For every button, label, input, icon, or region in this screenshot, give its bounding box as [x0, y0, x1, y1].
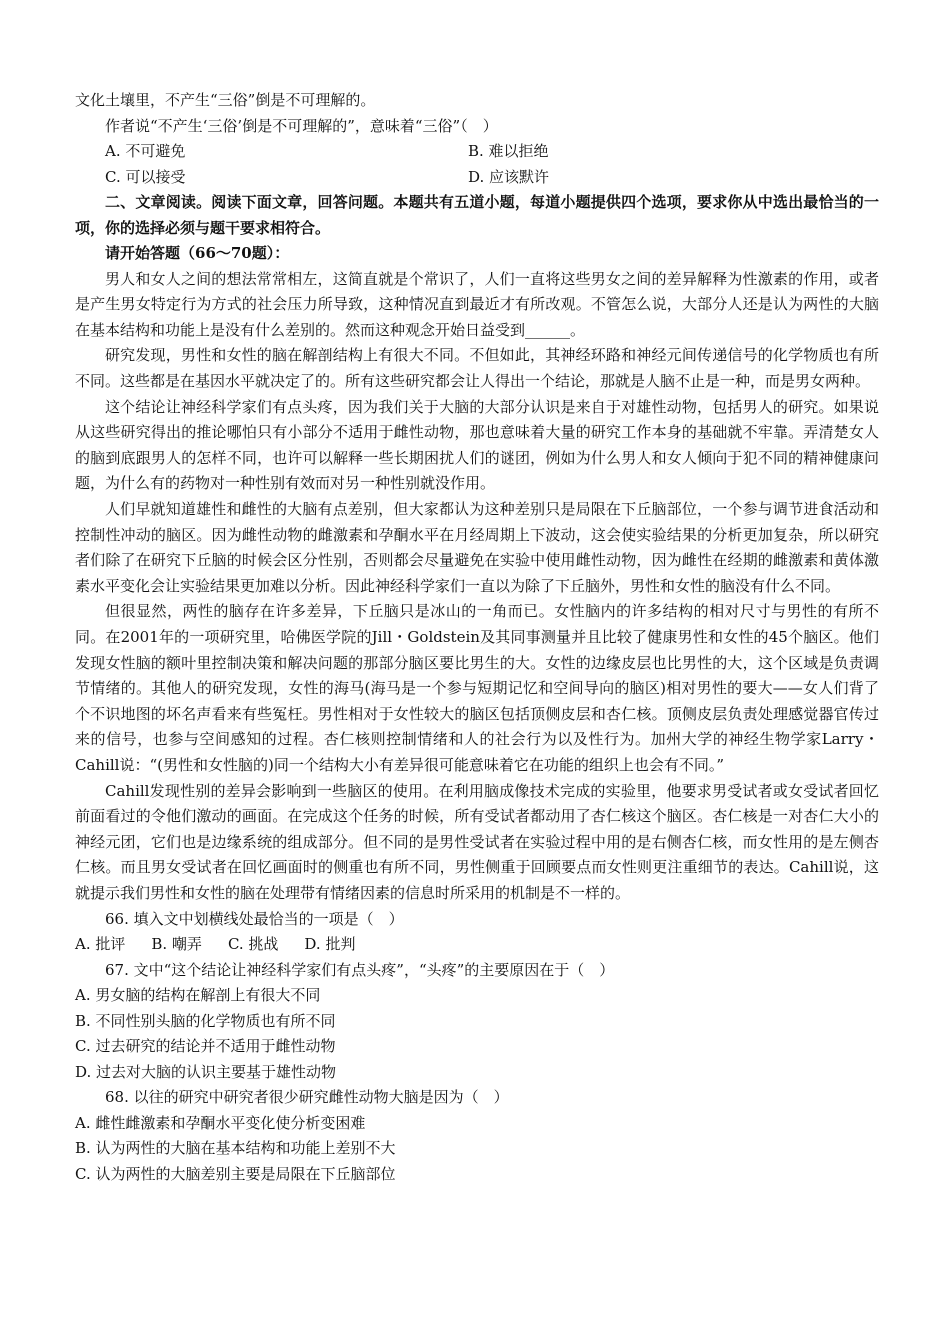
option-a: A. 批评: [75, 935, 126, 954]
question-68-option-c: C. 认为两性的大脑差别主要是局限在下丘脑部位: [75, 1164, 396, 1183]
option-b: B. 难以拒绝: [468, 142, 549, 160]
question-67-option-d: D. 过去对大脑的认识主要基于雄性动物: [75, 1062, 337, 1081]
option-c: C. 可以接受: [105, 167, 186, 186]
passage-paragraph-4: 人们早就知道雄性和雌性的大脑有点差别，但大家都认为这种差别只是局限在下丘脑部位，一个参与调节进食活动和控制性冲动的脑区。因为雌性动物的雌激素和孕酮水平在月经周期上下波动，这会使实验结果的分析更加复杂，所以研究者们除了在研究下丘脑的时候会区分性别，否则都会尽量避免在实验中使用雌性动物，因为雌性在经期的雌激素和黄体激素水平变化会让实验结果更加难以分析。因此神经科学家们一直以为除了下丘脑外，男性和女性的脑没有什么不同。: [75, 500, 879, 595]
passage-paragraph-2: 研究发现，男性和女性的脑在解剖结构上有很大不同。不但如此，其神经环路和神经元间传递信号的化学物质也有所不同。这些都是在基因水平就决定了的。所有这些研究都会让人得出一个结论，那就是人脑不止是一种，而是男女两种。: [75, 346, 879, 391]
option-b: B. 嘲弄: [151, 935, 202, 954]
option-d: D. 批判: [304, 935, 356, 954]
passage-paragraph-5: 但很显然，两性的脑存在许多差异，下丘脑只是冰山的一角而已。女性脑内的许多结构的相对尺寸与男性的有所不同。在2001年的一项研究里，哈佛医学院的Jill・Goldstein及其同事测量并且比较了健康男性和女性的45个脑区。他们发现女性脑的额叶里控制决策和解决问题的那部分脑区要比男生的大。女性的边缘皮层也比男性的大，这个区域是负责调节情绪的。其他人的研究发现，女性的海马(海马是一个参与短期记忆和空间导向的脑区)相对男性的要大——女人们背了个不识地图的坏名声看来有些冤枉。男性相对于女性较大的脑区包括顶侧皮层和杏仁核。顶侧皮层负责处理感觉器官传过来的信号，也参与空间感知的过程。杏仁核则控制情绪和人的社会行为以及性行为。加州大学的神经生物学家Larry・Cahill说：“(男性和女性脑的)同一个结构大小有差异很可能意味着它在功能的组织上也会有不同。”: [75, 602, 879, 774]
question-67-option-a: A. 男女脑的结构在解剖上有很大不同: [75, 986, 321, 1005]
question-66-options: [75, 932, 879, 958]
prev-question-stem: 作者说“不产生‘三俗’倒是不可理解的”，意味着“三俗”（ ）: [105, 116, 498, 135]
option-d: D. 应该默许: [468, 167, 550, 186]
section-heading: 二、文章阅读。阅读下面文章，回答问题。本题共有五道小题，每道小题提供四个选项，要求你从中选出最恰当的一项，你的选择必须与题干要求相符合。: [75, 193, 879, 237]
section-subheading: 请开始答题（66～70题）：: [105, 244, 290, 263]
prev-question-tail: 文化土壤里，不产生“三俗”倒是不可理解的。: [75, 91, 376, 109]
question-68-option-b: B. 认为两性的大脑在基本结构和功能上差别不大: [75, 1139, 396, 1158]
prev-question-options-row-1: [75, 139, 879, 165]
passage-paragraph-6: Cahill发现性别的差异会影响到一些脑区的使用。在利用脑成像技术完成的实验里，他要求男受试者或女受试者回忆前面看过的令他们激动的画面。在完成这个任务的时候，所有受试者都动用了杏仁核这个脑区。杏仁核是一对杏仁大小的神经元团，它们也是边缘系统的组成部分。但不同的是男性受试者在实验过程中用的是右侧杏仁核，而女性用的是左侧杏仁核。而且男女受试者在回忆画面时的侧重也有所不同，男性侧重于回顾要点而女性则更注重细节的表达。Cahill说，这就提示我们男性和女性的脑在处理带有情绪因素的信息时所采用的机制是不一样的。: [75, 781, 879, 902]
question-68-stem: 68. 以往的研究中研究者很少研究雌性动物大脑是因为（ ）: [105, 1088, 509, 1107]
passage-paragraph-1: 男人和女人之间的想法常常相左，这简直就是个常识了，人们一直将这些男女之间的差异解释为性激素的作用，或者是产生男女特定行为方式的社会压力所导致，这种情况直到最近才有所改观。不管怎么说，大部分人还是认为两性的大脑在基本结构和功能上是没有什么差别的。然而这种观念开始日益受到______。: [75, 269, 879, 339]
option-a: A. 不可避免: [105, 142, 186, 160]
document-page: [75, 88, 879, 1187]
option-c: C. 挑战: [227, 935, 279, 954]
prev-question-options-row-2: [75, 165, 879, 191]
question-66-stem: 66. 填入文中划横线处最恰当的一项是（ ）: [105, 909, 404, 928]
question-68-option-a: A. 雌性雌激素和孕酮水平变化使分析变困难: [75, 1113, 366, 1132]
question-67-option-c: C. 过去研究的结论并不适用于雌性动物: [75, 1037, 336, 1056]
question-67-option-b: B. 不同性别头脑的化学物质也有所不同: [75, 1011, 336, 1030]
passage-paragraph-3: 这个结论让神经科学家们有点头疼，因为我们关于大脑的大部分认识是来自于对雄性动物，包括男人的研究。如果说从这些研究得出的推论哪怕只有小部分不适用于雌性动物，那也意味着大量的研究工作本身的基础就不牢靠。弄清楚女人的脑到底跟男人的怎样不同，也许可以解释一些长期困扰人们的谜团，例如为什么男人和女人倾向于犯不同的精神健康问题，为什么有的药物对一种性别有效而对另一种性别就没作用。: [75, 397, 879, 493]
question-67-stem: 67. 文中“这个结论让神经科学家们有点头疼”，“头疼”的主要原因在于（ ）: [105, 960, 615, 979]
